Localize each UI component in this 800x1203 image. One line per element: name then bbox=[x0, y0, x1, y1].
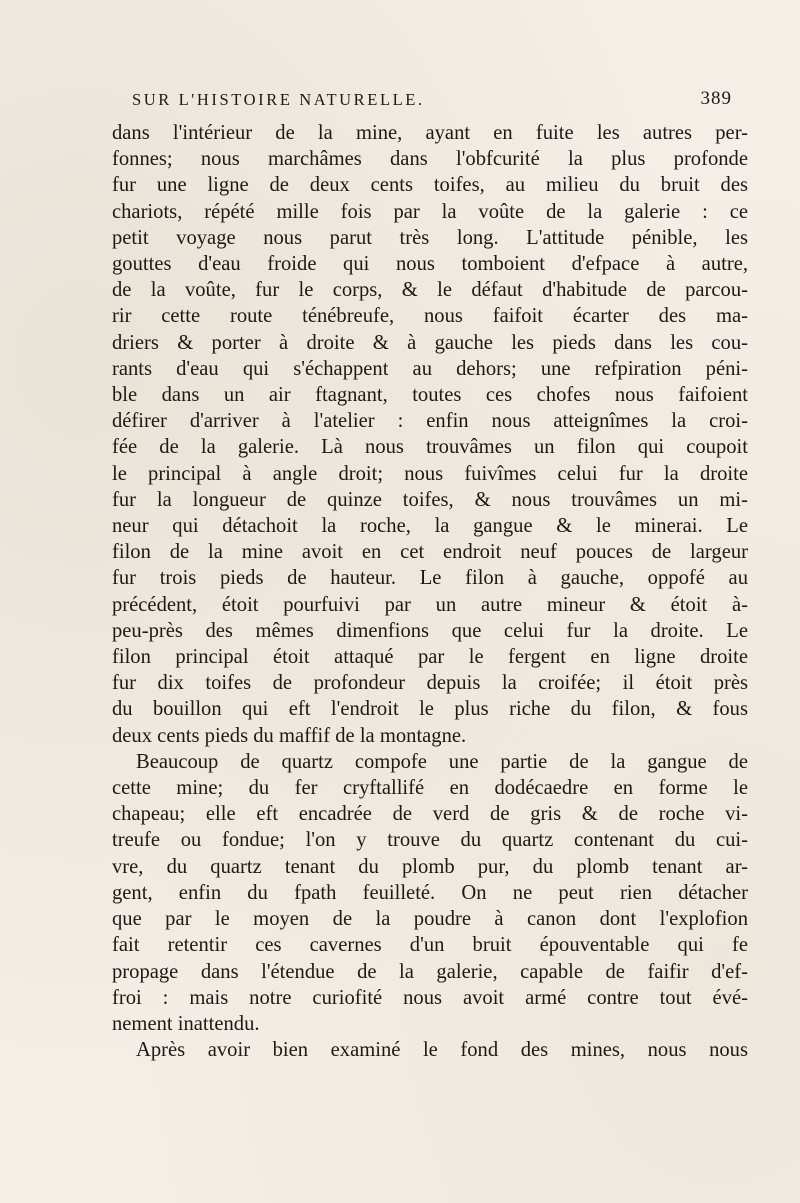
text-line: neur qui détachoit la roche, la gangue & le minerai. Le bbox=[112, 515, 748, 538]
running-head-title: SUR L'HISTOIRE NATURELLE. bbox=[132, 90, 425, 109]
text-line: du bouillon qui eft l'endroit le plus riche du filon, & fous bbox=[112, 698, 748, 721]
text-line: treufe ou fondue; l'on y trouve du quartz contenant du cui- bbox=[112, 829, 748, 852]
text-line: peu-près des mêmes dimenfions que celui fur la droite. Le bbox=[112, 619, 748, 642]
text-line: gent, enfin du fpath feuilleté. On ne peut rien détacher bbox=[112, 881, 748, 904]
text-line: petit voyage nous parut très long. L'attitude pénible, les bbox=[112, 226, 748, 249]
text-line: fur dix toifes de profondeur depuis la croifée; il étoit près bbox=[112, 672, 748, 695]
text-line: froi : mais notre curiofité nous avoit armé contre tout évé- bbox=[112, 986, 748, 1009]
text-line: driers & porter à droite & à gauche les pieds dans les cou- bbox=[112, 331, 748, 354]
paragraph-3 bbox=[112, 1037, 748, 1063]
running-head bbox=[132, 88, 732, 112]
text-line: Beaucoup de quartz compofe une partie de la gangue de bbox=[136, 750, 748, 773]
text-line: ble dans un air ftagnant, toutes ces chofes nous faifoient bbox=[112, 384, 748, 407]
text-line: que par le moyen de la poudre à canon dont l'explofion bbox=[112, 908, 748, 931]
text-line: fur la longueur de quinze toifes, & nous trouvâmes un mi- bbox=[112, 488, 748, 511]
paragraph-1 bbox=[112, 120, 748, 749]
text-line: dans l'intérieur de la mine, ayant en fuite les autres per- bbox=[112, 122, 748, 144]
text-line: Après avoir bien examiné le fond des mines, nous nous bbox=[136, 1039, 748, 1062]
text-line: rants d'eau qui s'échappent au dehors; une refpiration péni- bbox=[112, 357, 748, 380]
text-line: le principal à angle droit; nous fuivîmes celui fur la droite bbox=[112, 462, 748, 485]
page-number: 389 bbox=[700, 88, 732, 109]
paragraph-2 bbox=[112, 749, 748, 1037]
text-line: fée de la galerie. Là nous trouvâmes un filon qui coupoit bbox=[112, 436, 748, 459]
body-text bbox=[112, 120, 748, 1063]
text-line: cette mine; du fer cryftallifé en dodécaedre en forme le bbox=[112, 777, 748, 800]
text-line: vre, du quartz tenant du plomb pur, du plomb tenant ar- bbox=[112, 855, 748, 878]
text-line: fur trois pieds de hauteur. Le filon à gauche, oppofé au bbox=[112, 567, 748, 590]
text-line: fait retentir ces cavernes d'un bruit épouventable qui fe bbox=[112, 934, 748, 957]
text-line: rir cette route ténébreufe, nous faifoit écarter des ma- bbox=[112, 305, 748, 328]
text-line: chariots, répété mille fois par la voûte de la galerie : ce bbox=[112, 200, 748, 223]
text-line: défirer d'arriver à l'atelier : enfin nous atteignîmes la croi- bbox=[112, 410, 748, 433]
text-line: fur une ligne de deux cents toifes, au milieu du bruit des bbox=[112, 174, 748, 197]
text-line: deux cents pieds du maffif de la montagne. bbox=[112, 724, 467, 747]
text-line: gouttes d'eau froide qui nous tomboient d'efpace à autre, bbox=[112, 253, 748, 276]
text-line: filon principal étoit attaqué par le fergent en ligne droite bbox=[112, 646, 748, 669]
text-line: propage dans l'étendue de la galerie, capable de faifir d'ef- bbox=[112, 960, 748, 983]
text-line: fonnes; nous marchâmes dans l'obfcurité la plus profonde bbox=[112, 148, 748, 171]
text-line: de la voûte, fur le corps, & le défaut d'habitude de parcou- bbox=[112, 279, 748, 302]
text-line: précédent, étoit pourfuivi par un autre mineur & étoit à- bbox=[112, 593, 748, 616]
text-line: filon de la mine avoit en cet endroit neuf pouces de largeur bbox=[112, 541, 748, 564]
text-line: chapeau; elle eft encadrée de verd de gris & de roche vi- bbox=[112, 803, 748, 826]
text-line: nement inattendu. bbox=[112, 1012, 260, 1035]
